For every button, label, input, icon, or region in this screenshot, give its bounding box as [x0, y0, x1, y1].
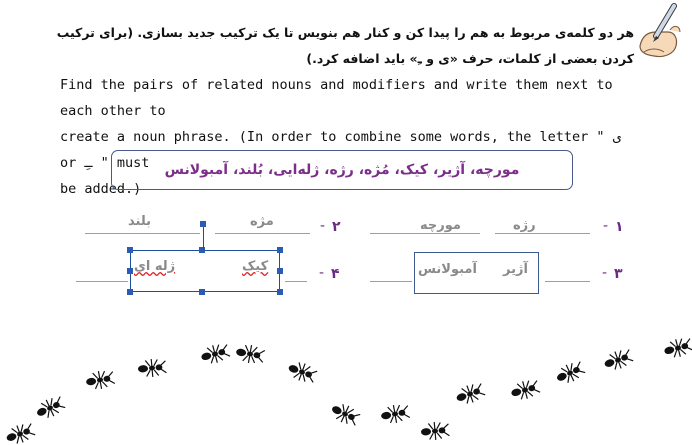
- ant-icon: [509, 378, 541, 403]
- ant-icon: [286, 359, 318, 385]
- exercise-3-answer-b[interactable]: آمبولانس: [418, 262, 477, 277]
- rotate-handle-stem: [203, 226, 204, 250]
- exercise-4-answer-a[interactable]: کیک: [242, 259, 269, 274]
- ant-icon: [602, 347, 634, 373]
- ant-icon: [85, 369, 116, 392]
- english-instruction-line2: create a noun phrase. (In order to combine some words, the letter " ی or ـِ " must: [60, 129, 621, 171]
- exercise-1-line-a: [495, 233, 590, 234]
- resize-handle[interactable]: [127, 289, 133, 295]
- resize-handle[interactable]: [277, 289, 283, 295]
- ant-icon: [4, 421, 36, 445]
- exercise-2-line-b: [85, 233, 200, 234]
- ants-trail: [0, 330, 692, 445]
- persian-instruction-line2: کردن بعضی از کلمات، حرف «ی و ـِ» باید اضافه کرد.): [306, 51, 634, 66]
- exercise-2-line-a: [215, 233, 310, 234]
- ant-icon: [554, 359, 587, 387]
- word-bank-text: مورچه، آژیر، کیک، مُژه، رژه، ژله‌ایی، بُلند، آمبولانس: [164, 162, 520, 178]
- resize-handle[interactable]: [199, 289, 205, 295]
- ant-icon: [420, 421, 449, 441]
- rotate-handle[interactable]: [200, 221, 206, 227]
- exercise-3-line-a: [545, 281, 590, 282]
- resize-handle[interactable]: [127, 247, 133, 253]
- exercise-1-line-b: [370, 233, 480, 234]
- exercise-4-number: ۴: [331, 266, 340, 282]
- exercise-4-line-b: [76, 281, 128, 282]
- exercise-2-answer-a[interactable]: مژه: [250, 214, 274, 229]
- exercise-1-answer-b[interactable]: مورچه: [420, 218, 461, 233]
- exercise-4-line-a: [285, 281, 307, 282]
- ant-icon: [329, 400, 362, 428]
- exercise-4-answer-b-text: ژله ای: [134, 259, 176, 274]
- exercise-4-answer-b[interactable]: [134, 259, 175, 274]
- ant-icon: [662, 336, 692, 361]
- exercise-3-answer-a[interactable]: آژیر: [503, 262, 528, 277]
- resize-handle[interactable]: [199, 247, 205, 253]
- exercise-2-number: ۲: [332, 219, 341, 235]
- english-instruction-line1: Find the pairs of related nouns and modifiers and write them next to each other to: [60, 77, 613, 119]
- exercise-3-line-b: [370, 281, 412, 282]
- ant-icon: [454, 381, 486, 407]
- pencil-hand-icon: [634, 2, 686, 60]
- ant-icon: [380, 403, 411, 426]
- ant-icon: [235, 343, 266, 366]
- word-bank-box: [111, 150, 573, 190]
- exercise-2-answer-b[interactable]: بلند: [128, 214, 152, 229]
- ant-icon: [137, 358, 166, 378]
- exercise-1-number: ۱: [615, 219, 624, 235]
- ant-icon: [199, 342, 231, 367]
- resize-handle[interactable]: [277, 268, 283, 274]
- english-instruction-line3: be added.): [60, 181, 142, 197]
- ant-icon: [34, 394, 67, 422]
- resize-handle[interactable]: [127, 268, 133, 274]
- exercise-1-dash: -: [603, 218, 609, 234]
- exercise-3-number: ۳: [614, 266, 623, 282]
- persian-instruction: [34, 20, 634, 72]
- exercise-3-dash: -: [602, 265, 608, 281]
- resize-handle[interactable]: [277, 247, 283, 253]
- exercise-2-dash: -: [320, 218, 326, 234]
- exercise-1-answer-a[interactable]: رژه: [513, 218, 536, 233]
- exercise-4-dash: -: [319, 265, 325, 281]
- persian-instruction-line1: هر دو کلمه‌ی مربوط به هم را پیدا کن و کنار هم بنویس تا یک ترکیب جدید بسازی. (برای ترکیب: [56, 25, 634, 40]
